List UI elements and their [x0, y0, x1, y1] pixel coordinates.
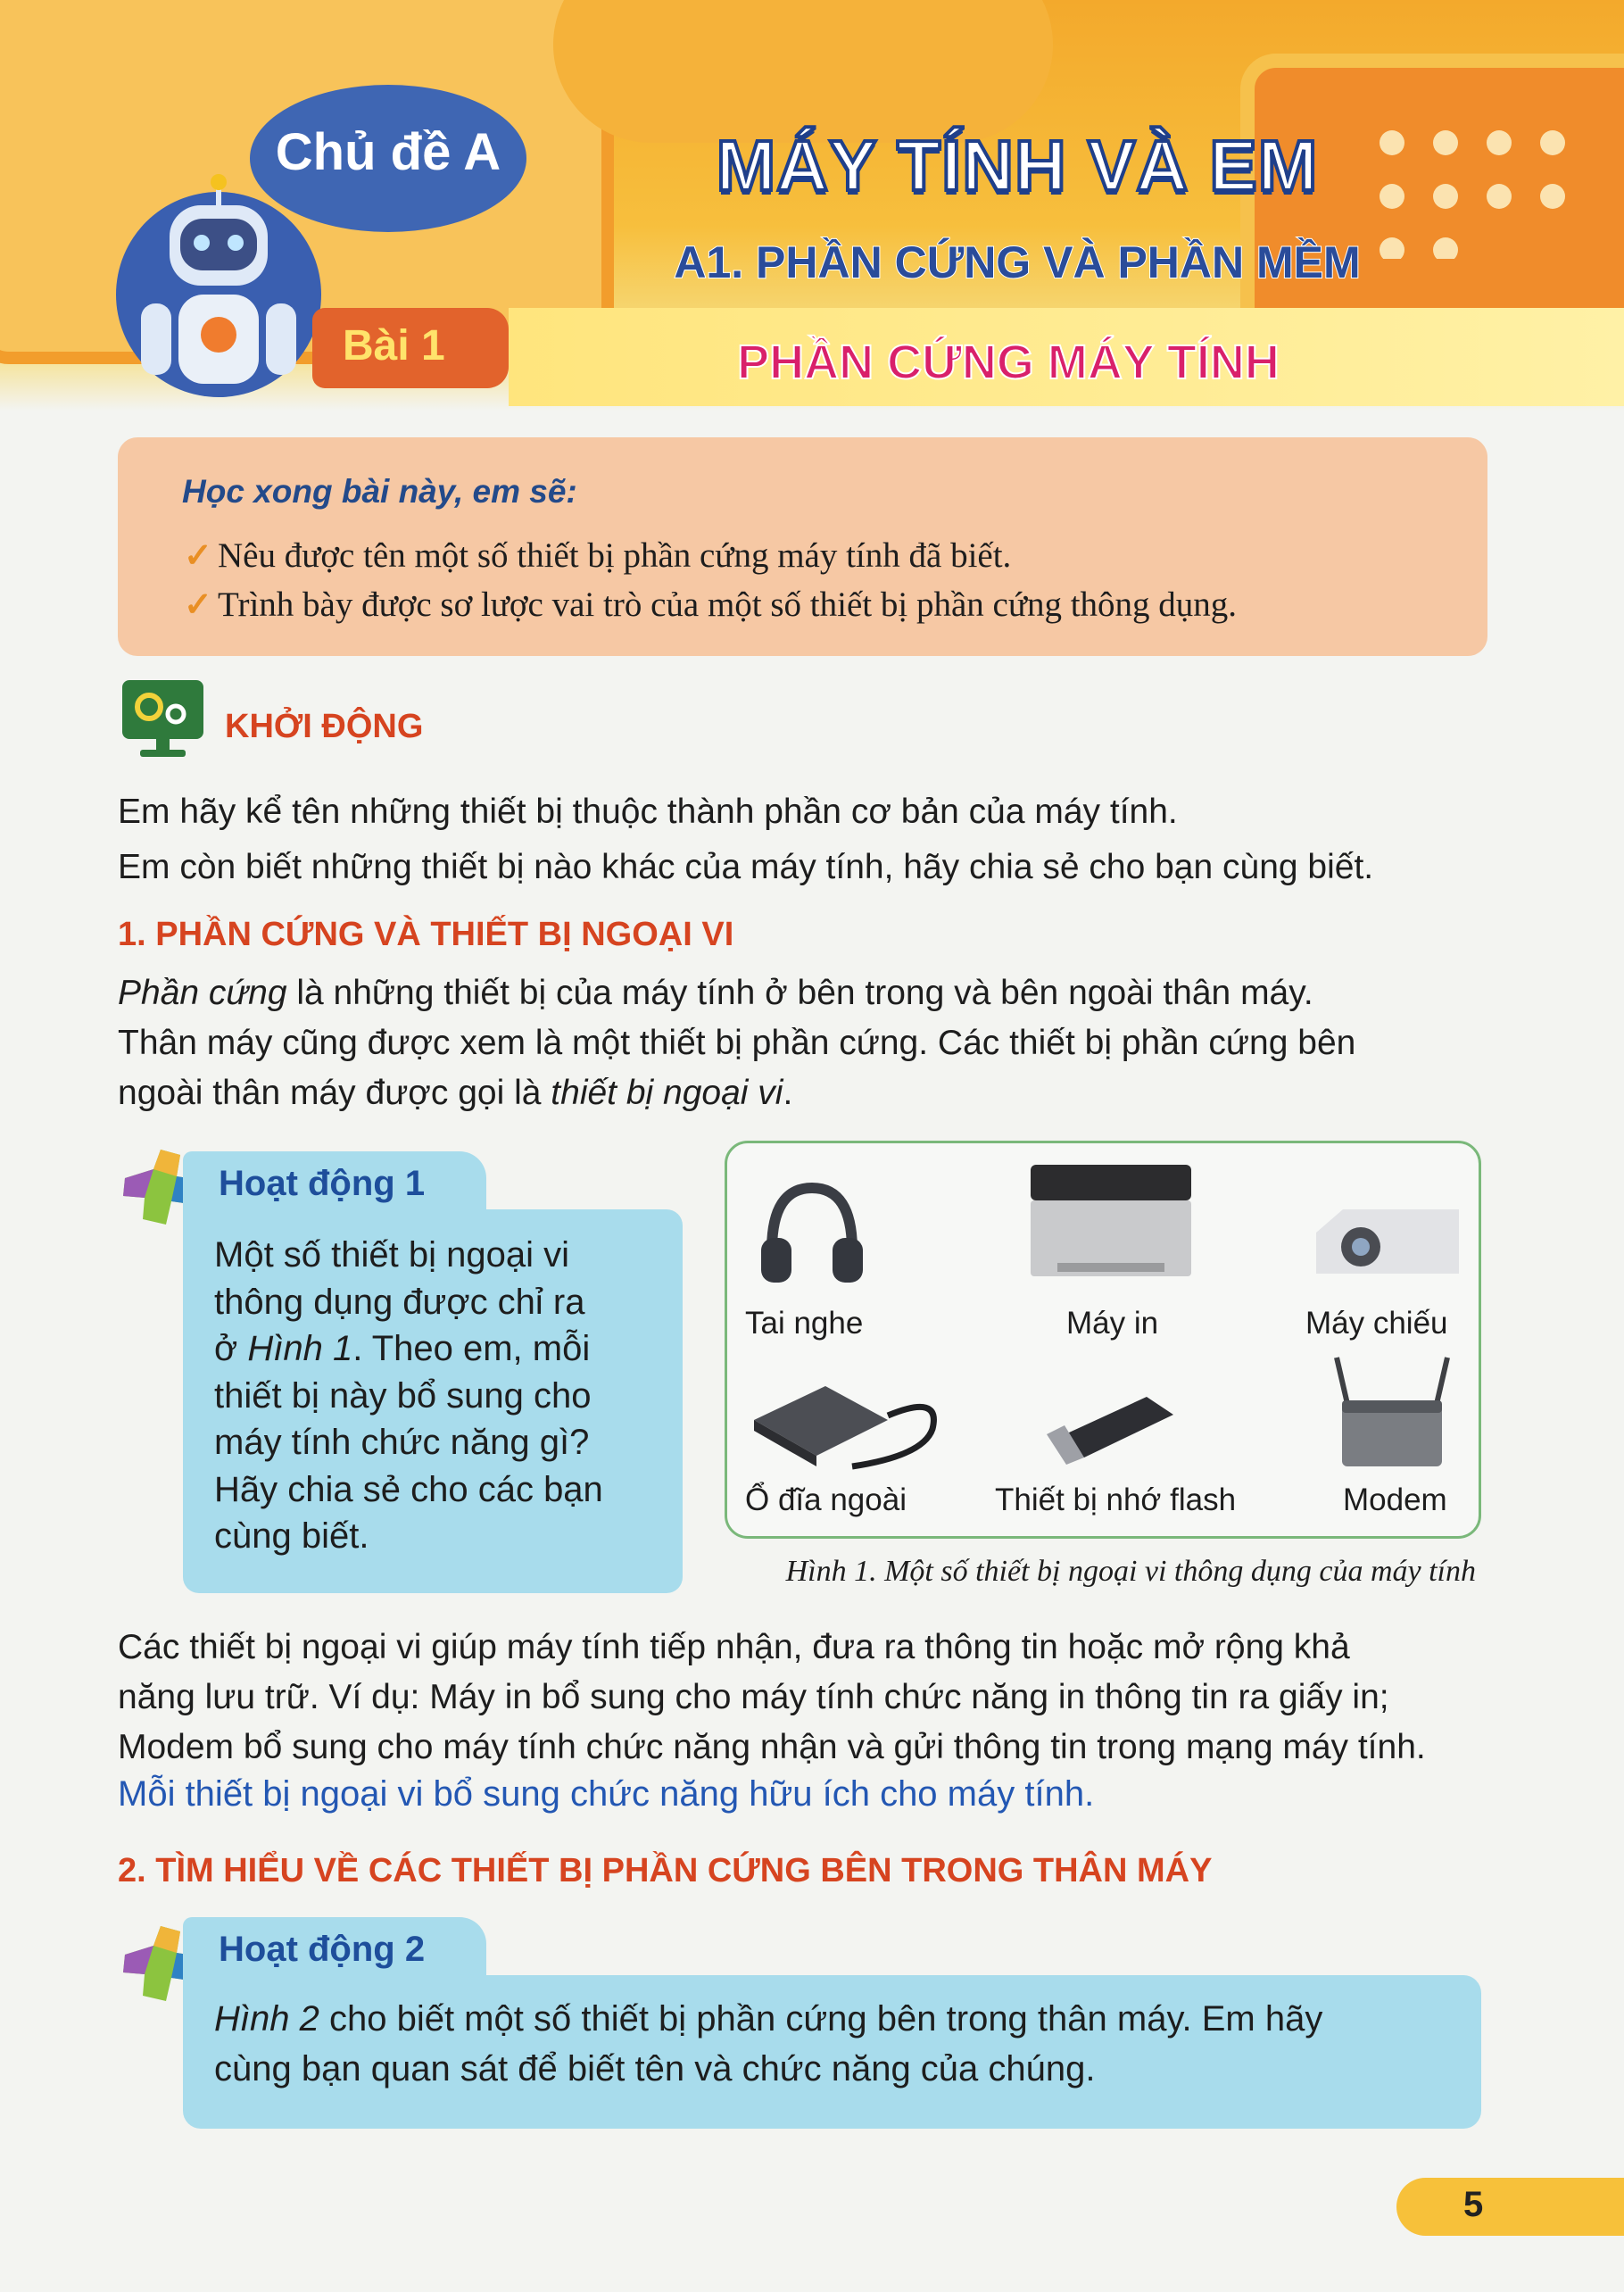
projector-icon — [1307, 1197, 1468, 1295]
objectives-box — [118, 437, 1487, 656]
lesson-tab — [312, 308, 509, 388]
check-icon: ✓ — [184, 586, 212, 624]
modem-icon — [1330, 1350, 1454, 1475]
figure1-box — [725, 1141, 1481, 1539]
text: là những thiết bị của máy tính ở bên trong và bên ngoài thân máy. — [286, 974, 1313, 1012]
figure-ref: Hình 1 — [247, 1329, 353, 1368]
text: ở — [214, 1329, 248, 1368]
text: . Theo em, mỗi — [352, 1329, 591, 1368]
page-number-badge — [1396, 2178, 1624, 2236]
lesson-title: PHẦN CỨNG MÁY TÍNH — [737, 336, 1280, 389]
objective-text: Nêu được tên một số thiết bị phần cứng máy tính đã biết. — [218, 536, 1012, 575]
check-icon: ✓ — [184, 537, 212, 575]
text: cùng bạn quan sát để biết tên và chức năng của chúng. — [214, 2049, 1096, 2089]
text: cùng biết. — [214, 1516, 369, 1556]
text: Modem bổ sung cho máy tính chức năng nhận và gửi thông tin trong mạng máy tính. — [118, 1728, 1426, 1766]
text: cho biết một số thiết bị phần cứng bên trong thân máy. Em hãy — [319, 1999, 1323, 2039]
key-sentence: Mỗi thiết bị ngoại vi bổ sung chức năng hữu ích cho máy tính. — [118, 1774, 1095, 1814]
monitor-gears-icon — [120, 678, 205, 760]
topic-label: Chủ đề A — [275, 123, 501, 181]
external-drive-icon — [745, 1366, 950, 1482]
text: Các thiết bị ngoại vi giúp máy tính tiếp nhận, đưa ra thông tin hoặc mở rộng khả — [118, 1628, 1350, 1666]
decor-panel — [553, 0, 1053, 143]
device-label: Máy in — [1066, 1306, 1159, 1341]
page-number: 5 — [1463, 2185, 1484, 2224]
device-label: Tai nghe — [745, 1306, 864, 1341]
activity2-tab — [183, 1917, 486, 1980]
figure1-caption: Hình 1. Một số thiết bị ngoại vi thông dụng của máy tính — [785, 1555, 1476, 1588]
paragraph-peripherals — [118, 1623, 1510, 1773]
activity2-title: Hoạt động 2 — [219, 1930, 426, 1969]
text: Hãy chia sẻ cho các bạn — [214, 1469, 603, 1509]
term-hardware: Phần cứng — [118, 974, 287, 1012]
text: . — [783, 1074, 793, 1112]
section1-heading: 1. PHẦN CỨNG VÀ THIẾT BỊ NGOẠI VI — [118, 916, 734, 953]
headphones-icon — [754, 1179, 870, 1286]
unit-title: A1. PHẦN CỨNG VÀ PHẦN MỀM — [674, 237, 1361, 287]
objective-item — [184, 585, 1238, 625]
start-line: Em còn biết những thiết bị nào khác của máy tính, hãy chia sẻ cho bạn cùng biết. — [118, 848, 1374, 886]
section2-heading: 2. TÌM HIỂU VỀ CÁC THIẾT BỊ PHẦN CỨNG BÊN TRONG THÂN MÁY — [118, 1852, 1213, 1889]
activity1-title: Hoạt động 1 — [219, 1164, 426, 1203]
start-line: Em hãy kể tên những thiết bị thuộc thành phần cơ bản của máy tính. — [118, 793, 1178, 831]
text: thông dụng được chỉ ra — [214, 1282, 585, 1322]
term-peripheral: thiết bị ngoại vi — [551, 1074, 783, 1112]
main-title: MÁY TÍNH VÀ EM — [716, 126, 1319, 205]
printer-icon — [1022, 1156, 1200, 1290]
lesson-label: Bài 1 — [343, 322, 445, 370]
device-label: Thiết bị nhớ flash — [995, 1482, 1237, 1517]
activity1-text — [214, 1232, 660, 1560]
robot-mascot-icon — [116, 170, 321, 411]
text: Một số thiết bị ngoại vi — [214, 1235, 569, 1275]
objectives-intro: Học xong bài này, em sẽ: — [182, 473, 577, 510]
device-label: Máy chiếu — [1305, 1306, 1448, 1341]
start-heading: KHỞI ĐỘNG — [225, 708, 424, 745]
objective-item — [184, 536, 1012, 576]
text: ngoài thân máy được gọi là — [118, 1074, 551, 1112]
section1-paragraph — [118, 968, 1510, 1118]
activity2-text — [214, 1994, 1463, 2094]
text: máy tính chức năng gì? — [214, 1423, 590, 1462]
objective-text: Trình bày được sơ lược vai trò của một số thiết bị phần cứng thông dụng. — [218, 585, 1238, 624]
activity1-tab — [183, 1151, 486, 1214]
figure-ref: Hình 2 — [214, 1999, 319, 2039]
flash-drive-icon — [1040, 1384, 1191, 1465]
device-label: Modem — [1343, 1482, 1447, 1517]
text: thiết bị này bổ sung cho — [214, 1375, 592, 1416]
text: Thân máy cũng được xem là một thiết bị phần cứng. Các thiết bị phần cứng bên — [118, 1024, 1356, 1062]
text: năng lưu trữ. Ví dụ: Máy in bổ sung cho máy tính chức năng in thông tin ra giấy in; — [118, 1678, 1389, 1716]
device-label: Ổ đĩa ngoài — [745, 1482, 907, 1517]
